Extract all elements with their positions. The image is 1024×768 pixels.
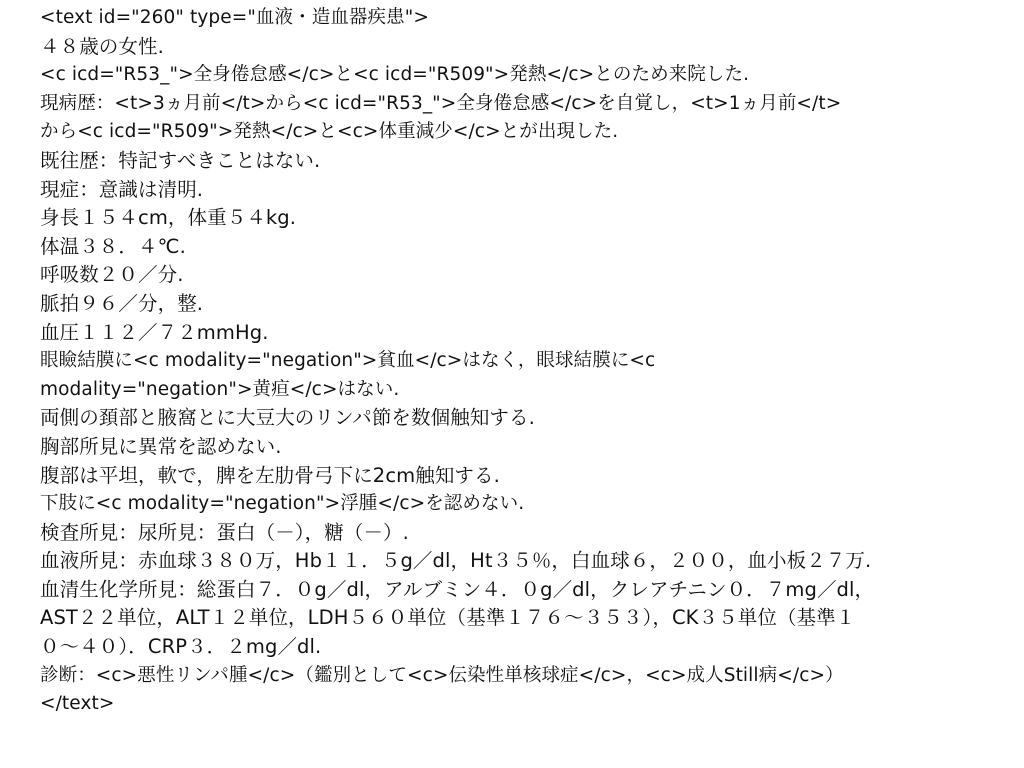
text-line: 腹部は平坦，軟で，脾を左肋骨弓下に2cm触知する. [40,463,500,487]
text-line: ４８歳の女性. [40,34,164,58]
text-line: 胸部所見に異常を認めない. [40,434,282,458]
text-line: 両側の頚部と腋窩とに大豆大のリンパ節を数個触知する. [40,406,535,430]
text-line: 現病歴：<t>3ヵ月前</t>から<c icd="R53_">全身倦怠感</c>を自覚し，<t>1ヵ月前</t> [40,92,842,114]
text-line: ０～４０）．CRP３．２mg／dl. [40,635,322,659]
text-line: 血圧１１２／７２mmHg. [40,320,269,344]
text-line: 眼瞼結膜に<c modality="negation">貧血</c>はなく，眼球結膜に<c [40,350,656,372]
text-line: 既往歴：特記すべきことはない. [40,148,321,172]
text-line: </text> [40,693,115,715]
document-body [40,4,1000,719]
text-line: 診断：<c>悪性リンパ腫</c>（鑑別として<c>伝染性単核球症</c>，<c>成人Still病</c>） [40,664,844,686]
text-line: 検査所見：尿所見：蛋白（－），糖（－）. [40,520,409,544]
text-line: 体温３８．４℃. [40,234,186,258]
text-line: 身長１５４cm，体重５４kg. [40,206,297,230]
text-line: 下肢に<c modality="negation">浮腫</c>を認めない. [40,493,525,515]
text-line: 現症：意識は清明. [40,177,204,201]
text-line: から<c icd="R509">発熱</c>と<c>体重減少</c>とが出現した. [40,121,619,143]
text-line: 呼吸数２０／分. [40,263,184,287]
text-line: 血清生化学所見：総蛋白７．０g／dl，アルブミン４．０g／dl，クレアチニン０．７mg／dl， [40,577,875,601]
text-line: <c icd="R53_">全身倦怠感</c>と<c icd="R509">発熱</c>とのため来院した. [40,64,750,86]
text-line: 血液所見：赤血球３８０万，Hb１１．５g／dl，Ht３５％，白血球６，２００，血小板２７万. [40,549,872,573]
text-line: <text id="260" type="血液・造血器疾患"> [40,7,429,28]
text-line: 脈拍９６／分，整. [40,291,204,315]
text-line: modality="negation">黄疸</c>はない. [40,378,400,400]
text-line: AST２２単位，ALT１２単位，LDH５６０単位（基準１７６～３５３），CK３５単位（基準１ [40,606,856,630]
